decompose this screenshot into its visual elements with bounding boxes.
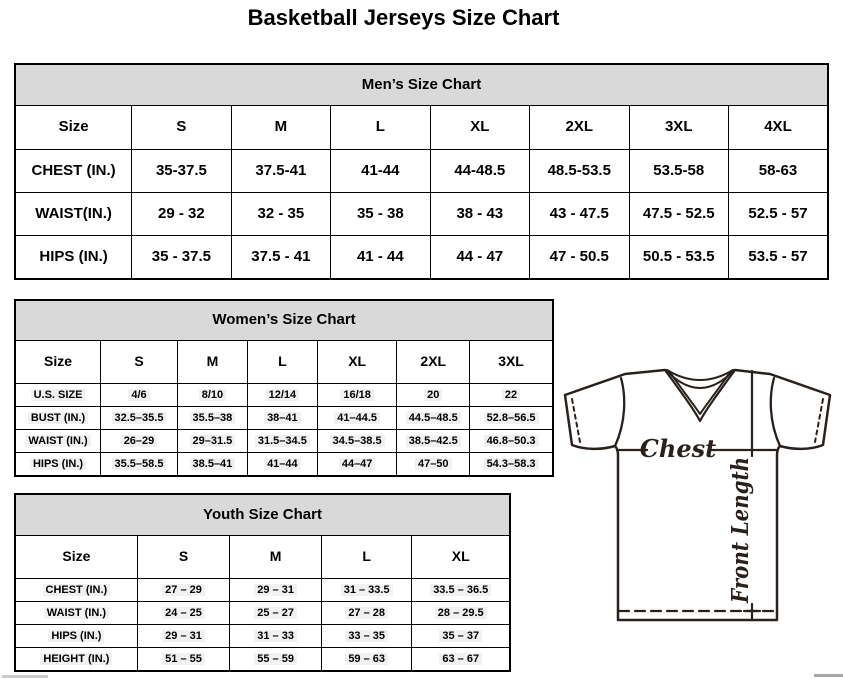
- size-value-cell: 29 - 32: [132, 193, 231, 236]
- column-header: 3XL: [470, 341, 553, 384]
- size-value-cell: 50.5 - 53.5: [629, 236, 728, 279]
- size-value-cell: 28 – 29.5: [412, 602, 510, 625]
- row-label-cell: WAIST (IN.): [15, 430, 101, 453]
- table-row: [15, 602, 510, 625]
- table-row: [15, 384, 553, 407]
- size-value-cell: 38.5–42.5: [397, 430, 470, 453]
- table-row: [15, 150, 828, 193]
- table-title: Youth Size Chart: [15, 494, 510, 536]
- youth-size-chart-table: [14, 493, 511, 672]
- size-value-cell: 44 - 47: [430, 236, 529, 279]
- size-value-cell: 35.5–58.5: [101, 453, 178, 476]
- size-value-cell: 53.5-58: [629, 150, 728, 193]
- chest-label: Chest: [639, 434, 717, 463]
- column-header: Size: [15, 106, 132, 150]
- size-value-cell: 47.5 - 52.5: [629, 193, 728, 236]
- left-sleeve-seam: [615, 378, 624, 446]
- size-value-cell: 59 – 63: [321, 648, 412, 671]
- size-value-cell: 22: [470, 384, 553, 407]
- size-value-cell: 38.5–41: [177, 453, 247, 476]
- size-value-cell: 41 - 44: [331, 236, 430, 279]
- right-sleeve-seam: [771, 378, 780, 446]
- front-length-label: Front Length: [727, 433, 754, 603]
- size-value-cell: 38–41: [247, 407, 317, 430]
- row-label-cell: WAIST(IN.): [15, 193, 132, 236]
- column-header: S: [101, 341, 178, 384]
- size-value-cell: 35 - 38: [331, 193, 430, 236]
- size-value-cell: 31.5–34.5: [247, 430, 317, 453]
- size-value-cell: 44-48.5: [430, 150, 529, 193]
- size-value-cell: 43 - 47.5: [530, 193, 629, 236]
- table-row: [15, 648, 510, 671]
- column-header: 2XL: [397, 341, 470, 384]
- page-title: Basketball Jerseys Size Chart: [247, 5, 560, 30]
- column-header: S: [132, 106, 231, 150]
- row-label-cell: BUST (IN.): [15, 407, 101, 430]
- size-value-cell: 52.8–56.5: [470, 407, 553, 430]
- size-value-cell: 29 – 31: [137, 625, 230, 648]
- size-value-cell: 47–50: [397, 453, 470, 476]
- size-value-cell: 53.5 - 57: [728, 236, 828, 279]
- size-value-cell: 27 – 28: [321, 602, 412, 625]
- column-header: L: [247, 341, 317, 384]
- size-value-cell: 29 – 31: [230, 579, 322, 602]
- size-value-cell: 41–44: [247, 453, 317, 476]
- size-value-cell: 55 – 59: [230, 648, 322, 671]
- size-value-cell: 27 – 29: [137, 579, 230, 602]
- size-value-cell: 38 - 43: [430, 193, 529, 236]
- column-header: M: [230, 536, 322, 579]
- size-value-cell: 35.5–38: [177, 407, 247, 430]
- table-title: Women’s Size Chart: [15, 300, 553, 341]
- size-value-cell: 29–31.5: [177, 430, 247, 453]
- column-header: M: [177, 341, 247, 384]
- size-value-cell: 20: [397, 384, 470, 407]
- right-cuff-dashed-line: [815, 399, 823, 442]
- womens-size-chart-table: [14, 299, 554, 477]
- column-header: 4XL: [728, 106, 828, 150]
- size-value-cell: 33.5 – 36.5: [412, 579, 510, 602]
- size-value-cell: 58-63: [728, 150, 828, 193]
- size-value-cell: 32.5–35.5: [101, 407, 178, 430]
- size-value-cell: 31 – 33.5: [321, 579, 412, 602]
- size-value-cell: 48.5-53.5: [530, 150, 629, 193]
- jersey-outline-shape: [565, 370, 830, 620]
- row-label-cell: HIPS (IN.): [15, 453, 101, 476]
- column-header: L: [331, 106, 430, 150]
- table-row: [15, 453, 553, 476]
- table-row: [15, 579, 510, 602]
- size-value-cell: 33 – 35: [321, 625, 412, 648]
- column-header: M: [231, 106, 330, 150]
- table-row: [15, 430, 553, 453]
- size-value-cell: 37.5 - 41: [231, 236, 330, 279]
- column-header: Size: [15, 341, 101, 384]
- jersey-measurement-diagram: [555, 350, 843, 650]
- size-value-cell: 47 - 50.5: [530, 236, 629, 279]
- size-value-cell: 41–44.5: [317, 407, 397, 430]
- size-value-cell: 44.5–48.5: [397, 407, 470, 430]
- size-value-cell: 35 - 37.5: [132, 236, 231, 279]
- size-value-cell: 26–29: [101, 430, 178, 453]
- size-value-cell: 46.8–50.3: [470, 430, 553, 453]
- size-value-cell: 35-37.5: [132, 150, 231, 193]
- size-value-cell: 63 – 67: [412, 648, 510, 671]
- size-value-cell: 54.3–58.3: [470, 453, 553, 476]
- size-value-cell: 25 – 27: [230, 602, 322, 625]
- row-label-cell: U.S. SIZE: [15, 384, 101, 407]
- column-header: Size: [15, 536, 137, 579]
- collar-inner-v: [669, 371, 731, 414]
- row-label-cell: HIPS (IN.): [15, 236, 132, 279]
- size-value-cell: 34.5–38.5: [317, 430, 397, 453]
- size-value-cell: 12/14: [247, 384, 317, 407]
- row-label-cell: WAIST (IN.): [15, 602, 137, 625]
- size-value-cell: 4/6: [101, 384, 178, 407]
- scrollbar-fragment-right[interactable]: [814, 674, 843, 677]
- size-value-cell: 16/18: [317, 384, 397, 407]
- size-value-cell: 32 - 35: [231, 193, 330, 236]
- table-row: [15, 193, 828, 236]
- column-header: S: [137, 536, 230, 579]
- row-label-cell: CHEST (IN.): [15, 579, 137, 602]
- size-value-cell: 41-44: [331, 150, 430, 193]
- column-header: XL: [412, 536, 510, 579]
- size-value-cell: 37.5-41: [231, 150, 330, 193]
- scrollbar-fragment-left[interactable]: [2, 675, 48, 678]
- size-value-cell: 44–47: [317, 453, 397, 476]
- table-title: Men’s Size Chart: [15, 64, 828, 106]
- table-row: [15, 407, 553, 430]
- size-value-cell: 51 – 55: [137, 648, 230, 671]
- size-value-cell: 31 – 33: [230, 625, 322, 648]
- column-header: XL: [317, 341, 397, 384]
- row-label-cell: CHEST (IN.): [15, 150, 132, 193]
- row-label-cell: HIPS (IN.): [15, 625, 137, 648]
- mens-size-chart-table: [14, 63, 829, 280]
- column-header: 3XL: [629, 106, 728, 150]
- left-cuff-dashed-line: [572, 399, 580, 442]
- column-header: XL: [430, 106, 529, 150]
- size-value-cell: 52.5 - 57: [728, 193, 828, 236]
- table-row: [15, 625, 510, 648]
- row-label-cell: HEIGHT (IN.): [15, 648, 137, 671]
- column-header: L: [321, 536, 412, 579]
- size-value-cell: 35 – 37: [412, 625, 510, 648]
- size-value-cell: 8/10: [177, 384, 247, 407]
- column-header: 2XL: [530, 106, 629, 150]
- size-value-cell: 24 – 25: [137, 602, 230, 625]
- table-row: [15, 236, 828, 279]
